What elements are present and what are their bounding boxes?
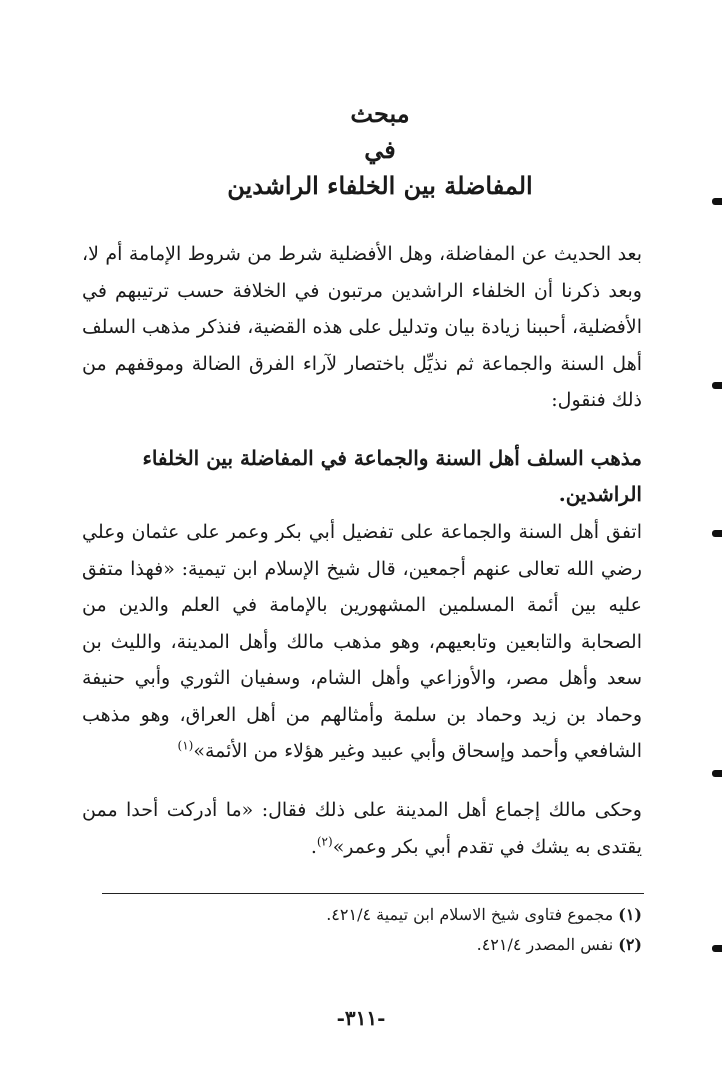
- scan-edge-mark: [712, 382, 722, 389]
- footnote-2-text: نفس المصدر ٤٢١/٤.: [476, 935, 614, 954]
- body-paragraph-2: [82, 792, 642, 865]
- footnote-2: [82, 930, 642, 960]
- page-number: -٣١١-: [336, 1006, 386, 1030]
- footnote-1-text: مجموع فتاوى شيخ الاسلام ابن تيمية ٤٢١/٤.: [326, 905, 614, 924]
- paragraph-2-text: وحكى مالك إجماع أهل المدينة على ذلك فقال: «ما أدركت أحدا ممن يقتدى به يشك في تقدم أبي بكر وعمر»: [82, 799, 642, 858]
- scan-edge-mark: [712, 198, 722, 205]
- footnote-1-number: (١): [618, 905, 642, 924]
- scan-edge-mark: [712, 945, 722, 952]
- footnote-divider: [102, 893, 644, 894]
- footnote-1: [82, 900, 642, 930]
- footnotes: [82, 900, 642, 960]
- scan-edge-mark: [712, 530, 722, 537]
- paragraph-2-end: .: [310, 835, 317, 858]
- paragraph-1-text: اتفق أهل السنة والجماعة على تفضيل أبي بكر وعمر على عثمان وعلي رضي الله تعالى عنهم أجمعين، قال شيخ الإسلام ابن تيمية: «فهذا متفق عليه بين أئمة المسلمين المشهورين بالإمامة في العلم والدين من الصحابة والتابعين وتابعيهم، وهو مذهب مالك وأهل المدينة، والليث بن سعد وأهل مصر، والأوزاعي وأهل الشام، وسفيان الثوري وأبي حنيفة وحماد بن زيد وحماد بن سلمة وأمثالهم من أهل العراق، وهو مذهب الشافعي وأحمد وإسحاق وأبي عبيد وغير هؤلاء من الأئمة»: [82, 521, 642, 762]
- heading-line-1: مبحث: [350, 99, 410, 128]
- footnote-ref-2[interactable]: (٢): [316, 834, 333, 849]
- chapter-heading: [100, 96, 660, 204]
- scan-edge-mark: [712, 770, 722, 777]
- intro-paragraph: بعد الحديث عن المفاضلة، وهل الأفضلية شرط من شروط الإمامة أم لا، وبعد ذكرنا أن الخلفاء الراشدين مرتبون في الخلافة حسب ترتيبهم في الأفضلية، أحببنا زيادة بيان وتدليل على هذه القضية، فنذكر مذهب السلف أهل السنة والجماعة ثم نذيِّل باختصار لآراء الفرق الضالة وموقفهم من ذلك فنقول:: [82, 243, 642, 411]
- body-paragraph-1: [82, 514, 642, 770]
- heading-line-2: في: [364, 135, 396, 164]
- section-subheading: مذهب السلف أهل السنة والجماعة في المفاضلة بين الخلفاء الراشدين.: [142, 446, 642, 506]
- footnote-ref-1[interactable]: (١): [177, 738, 194, 753]
- heading-line-3: المفاضلة بين الخلفاء الراشدين: [227, 171, 533, 200]
- footnote-2-number: (٢): [618, 935, 642, 954]
